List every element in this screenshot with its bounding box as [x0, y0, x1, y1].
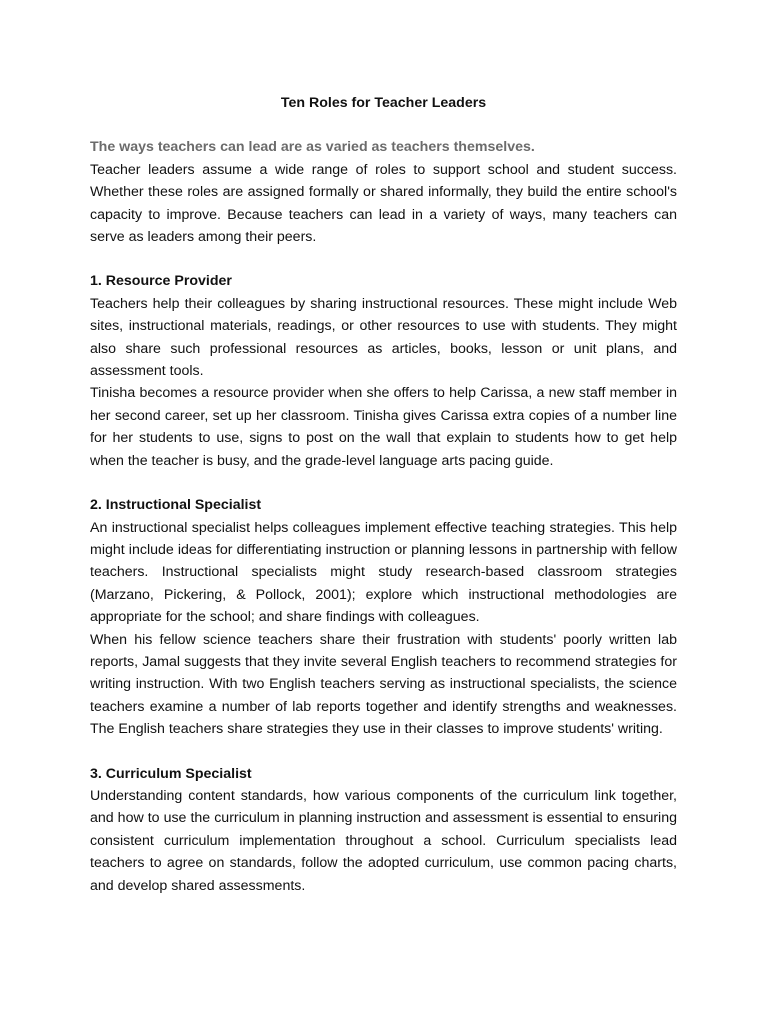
section-paragraph: Tinisha becomes a resource provider when she offers to help Carissa, a new staff member in her second career, set up her classroom. Tinisha gives Carissa extra copies of a number line for her students to use, signs to post on the wall that explain to students how to get help when the teacher is busy, and the grade-level language arts pacing guide. [90, 385, 677, 469]
document-page [90, 92, 677, 897]
section-paragraph: An instructional specialist helps colleagues implement effective teaching strategies. This help might include ideas for differentiating instruction or planning lessons in partnership with fellow teachers. Instructional specialists might study research-based classroom strategies (Marzano, Pickering, & Pollock, 2001); explore which instructional methodologies are appropriate for the school; and share findings with colleagues. [90, 519, 677, 626]
section-heading: 3. Curriculum Specialist [90, 765, 252, 782]
section-paragraph: When his fellow science teachers share their frustration with students' poorly written lab reports, Jamal suggests that they invite several English teachers to recommend strategies for writing instruction. With two English teachers serving as instructional specialists, the science teachers examine a number of lab reports together and identify strengths and weaknesses. The English teachers share strategies they use in their classes to improve students' writing. [90, 631, 677, 738]
document-title: Ten Roles for Teacher Leaders [280, 95, 487, 111]
intro-paragraph: Teacher leaders assume a wide range of roles to support school and student success. Whether these roles are assigned formally or shared informally, they build the entire school's capacity to improve. Because teachers can lead in a variety of ways, many teachers can serve as leaders among their peers. [90, 161, 677, 246]
section-heading: 2. Instructional Specialist [90, 497, 262, 514]
section-heading: 1. Resource Provider [90, 273, 232, 290]
section-paragraph: Understanding content standards, how various components of the curriculum link together, and how to use the curriculum in planning instruction and assessment is essential to ensuring consistent curriculum implementation throughout a school. Curriculum specialists lead teachers to agree on standards, follow the adopted curriculum, use common pacing charts, and develop shared assessments. [90, 787, 677, 894]
lead-sentence: The ways teachers can lead are as varied as teachers themselves. [90, 139, 535, 156]
section-instructional-specialist [90, 494, 677, 740]
section-curriculum-specialist [90, 763, 677, 897]
section-resource-provider [90, 270, 677, 472]
section-paragraph: Teachers help their colleagues by sharing instructional resources. These might include Web sites, instructional materials, readings, or other resources to use with students. They might also share such professional resources as articles, books, lesson or unit plans, and assessment tools. [90, 295, 677, 380]
